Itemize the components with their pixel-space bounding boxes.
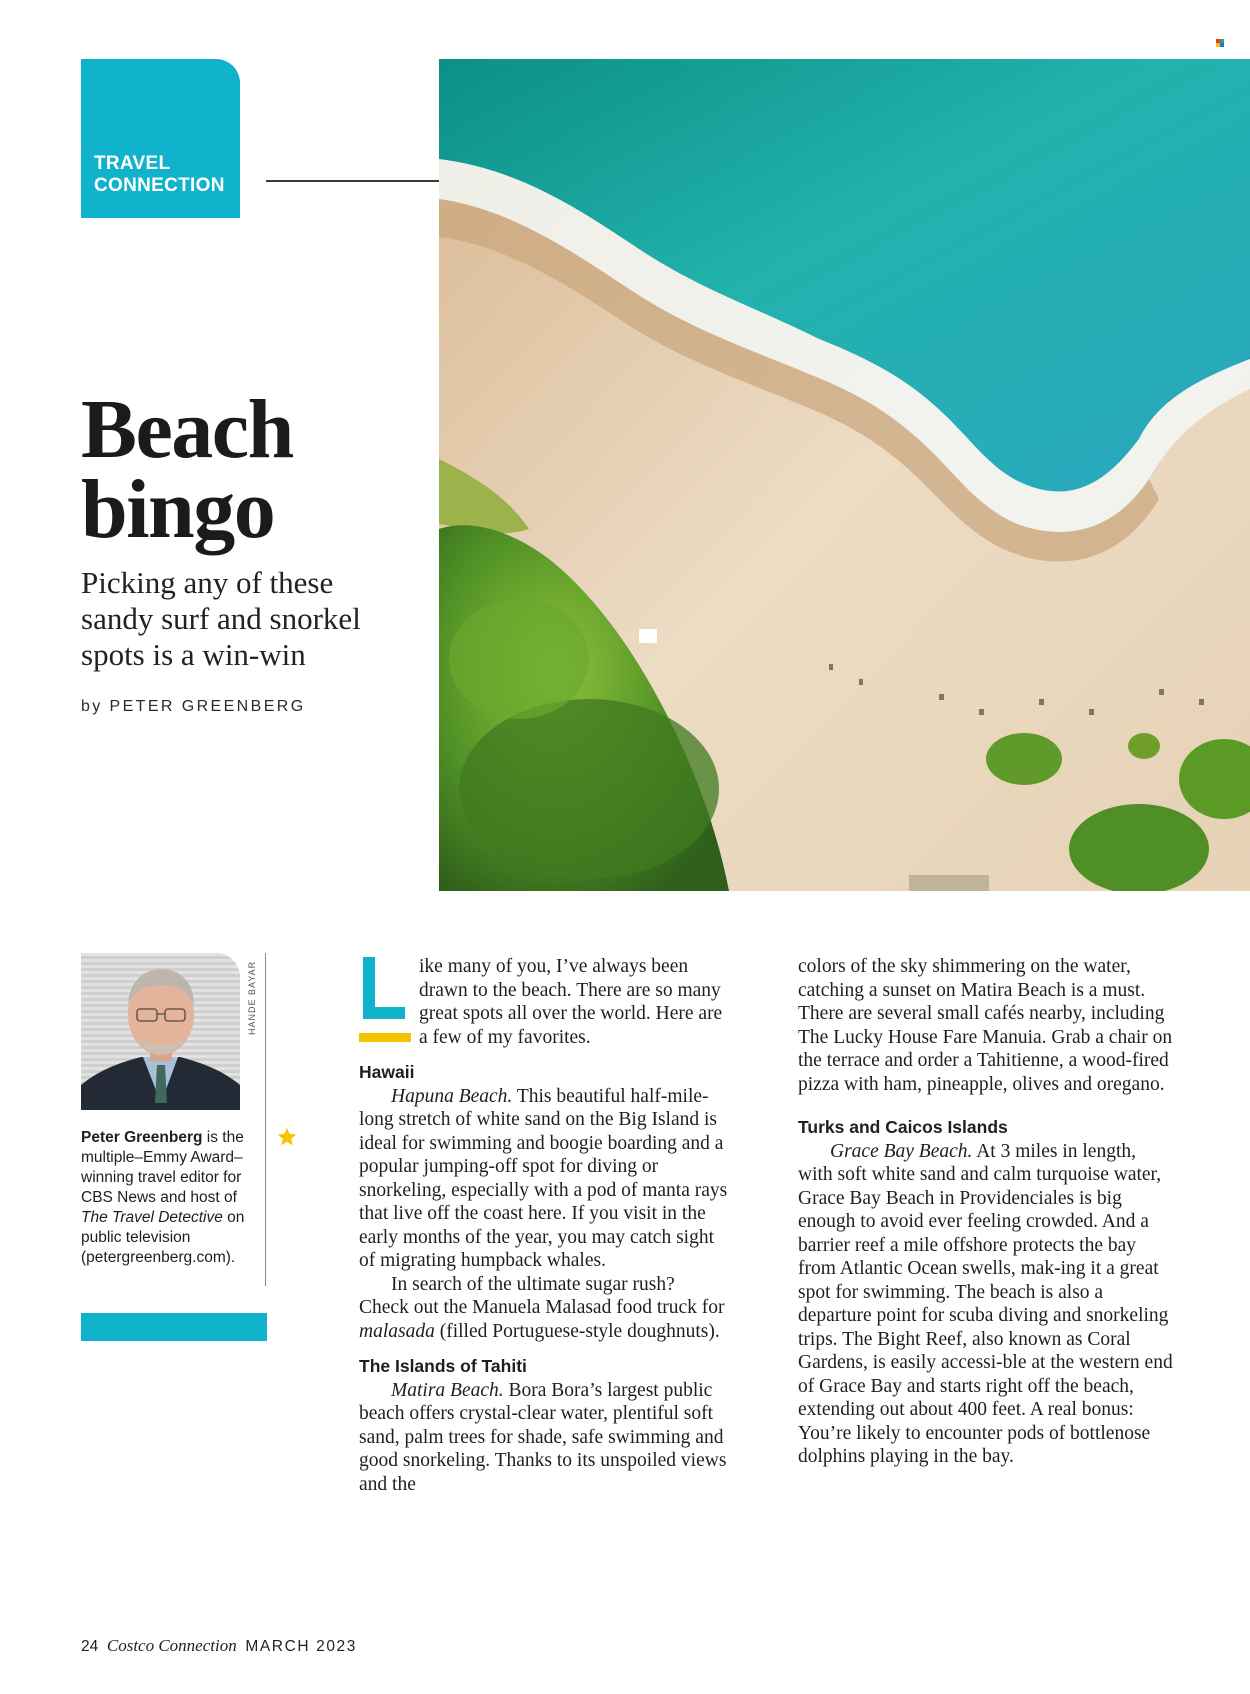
hawaii-text-2a: In search of the ultimate sugar rush? Check out the Manuela Malasad food truck for (359, 1273, 725, 1318)
bio-text-1: is the multiple–Emmy Award–winning travel editor for CBS News and host of (81, 1129, 244, 1206)
title-line2: bingo (81, 463, 275, 556)
color-registration-mark (1216, 34, 1224, 42)
bio-show-title: The Travel Detective (81, 1209, 223, 1226)
header-rule (266, 180, 439, 182)
author-bio (81, 1128, 259, 1268)
tahiti-beach-name: Matira Beach. (391, 1379, 504, 1401)
subtitle-line3: spots is a win-win (81, 637, 306, 672)
page-number: 24 (81, 1638, 99, 1655)
publication-name: Costco Connection (106, 1636, 237, 1655)
author-portrait (81, 953, 240, 1110)
dropcap-l (359, 957, 411, 1045)
title-line1: Beach (81, 383, 293, 476)
hawaii-text-2b: (filled Portuguese-style doughnuts). (434, 1320, 720, 1342)
article-title (81, 383, 293, 556)
hawaii-text-2-italic: malasada (359, 1320, 435, 1342)
turks-paragraph-1 (798, 1140, 1173, 1469)
heading-hawaii: Hawaii (359, 1062, 415, 1082)
tahiti-paragraph-1 (359, 1379, 729, 1497)
bio-accent-bar (81, 1313, 267, 1341)
photo-credit: HANDE BAYAR (247, 960, 257, 1035)
section-label-line1: TRAVEL (94, 153, 171, 174)
byline: by PETER GREENBERG (81, 698, 306, 715)
tahiti-continued: colors of the sky shimmering on the water, catching a sunset on Matira Beach is a must. There are several small cafés nearby, including The Lucky House Fare Manuia. Grab a chair on the terrace and order a Tahitienne, a wood-fired pizza with ham, pineapple, olives and oregano. (798, 956, 1173, 1095)
hawaii-text-1: This beautiful half-mile-long stretch of white sand on the Big Island is ideal for swimming and boogie boarding and a popular jumping-off spot for diving or snorkeling, especially with a pod of manta rays that live off the coast here. If you visit in the early months of the year, you may catch sight of migrating humpback whales. (359, 1085, 728, 1271)
section-label (94, 153, 225, 197)
page-folio (81, 1636, 357, 1656)
sidebar-divider (265, 953, 266, 1286)
intro-text: ike many of you, I’ve always been drawn to the beach. There are so many great spots all over the world. Here are a few of my favorites. (419, 956, 723, 1048)
section-label-line2: CONNECTION (94, 175, 225, 196)
star-icon (276, 1126, 298, 1148)
section-badge (81, 59, 240, 218)
body-column-1 (359, 955, 729, 1496)
bio-text-2: on public television (petergreenberg.com). (81, 1209, 245, 1266)
subtitle-line1: Picking any of these (81, 565, 334, 600)
turks-text-1: At 3 miles in length, with soft white sand and calm turquoise water, Grace Bay Beach in Providenciales is big enough to avoid ever feeling crowded. And a barrier reef a mile offshore protects the bay from Atlantic Ocean swells, mak-ing it a great spot for swimming. The beach is also a departure point for scuba diving and snorkeling trips. The Bight Reef, also known as Coral Gardens, is easily accessi-ble at the western end of Grace Bay and starts right off the beach, extending out about 400 feet. A real bonus: You’re likely to encounter pods of bottlenose dolphins playing in the bay. (798, 1140, 1173, 1467)
heading-tahiti: The Islands of Tahiti (359, 1356, 527, 1376)
bio-name: Peter Greenberg (81, 1129, 203, 1146)
subtitle-line2: sandy surf and snorkel (81, 601, 361, 636)
article-subtitle (81, 565, 421, 673)
tahiti-text-1: Bora Bora’s largest public beach offers crystal-clear water, plentiful soft sand, palm trees for shade, safe swimming and good snorkeling. Thanks to its unspoiled views and the (359, 1379, 727, 1495)
hawaii-paragraph-1 (359, 1085, 729, 1273)
hero-photo-aerial-beach (439, 59, 1250, 891)
hawaii-paragraph-2 (359, 1273, 729, 1344)
intro-paragraph (359, 955, 729, 1049)
issue-date: MARCH 2023 (245, 1638, 357, 1655)
heading-turks-caicos: Turks and Caicos Islands (798, 1117, 1008, 1137)
turks-beach-name: Grace Bay Beach. (830, 1140, 973, 1162)
body-column-2 (798, 955, 1173, 1469)
hawaii-beach-name: Hapuna Beach. (391, 1085, 513, 1107)
